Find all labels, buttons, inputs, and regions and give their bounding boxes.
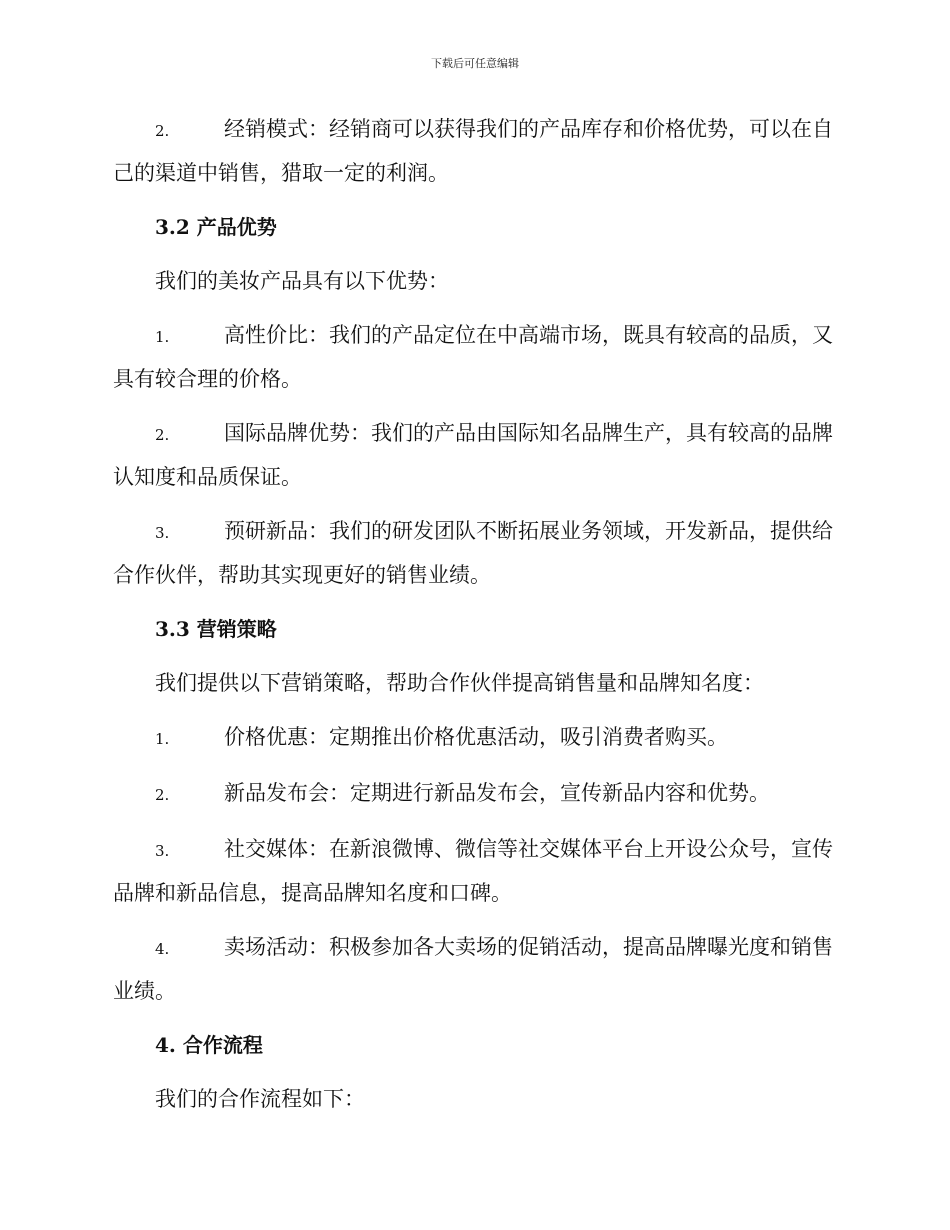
list-number: 2. <box>155 786 170 804</box>
list-text: 预研新品：我们的研发团队不断拓展业务领域，开发新品，提供给合作伙伴，帮助其实现更好的销售业绩。 <box>113 519 833 587</box>
list-item <box>113 772 833 816</box>
list-text: 价格优惠：定期推出价格优惠活动，吸引消费者购买。 <box>224 725 728 749</box>
list-number: 2. <box>155 426 170 444</box>
list-text: 卖场活动：积极参加各大卖场的促销活动，提高品牌曝光度和销售业绩。 <box>113 935 833 1003</box>
list-item <box>113 412 833 498</box>
section-heading: 3.2 产品优势 <box>155 215 277 239</box>
list-number: 2. <box>155 122 170 140</box>
list-number: 3. <box>155 524 170 542</box>
list-text: 经销模式：经销商可以获得我们的产品库存和价格优势，可以在自己的渠道中销售，猎取一定的利润。 <box>113 117 833 185</box>
header-note: 下载后可任意编辑 <box>431 57 519 70</box>
section-heading: 3.3 营销策略 <box>155 617 277 641</box>
list-text: 高性价比：我们的产品定位在中高端市场，既具有较高的品质，又具有较合理的价格。 <box>113 323 833 391</box>
list-item <box>113 828 833 914</box>
document-body <box>113 108 833 1132</box>
list-number: 1. <box>155 328 170 346</box>
list-text: 国际品牌优势：我们的产品由国际知名品牌生产，具有较高的品牌认知度和品质保证。 <box>113 421 833 489</box>
list-number: 3. <box>155 842 170 860</box>
list-text: 社交媒体：在新浪微博、微信等社交媒体平台上开设公众号，宣传品牌和新品信息，提高品牌知名度和口碑。 <box>113 837 833 905</box>
paragraph: 我们的美妆产品具有以下优势： <box>155 269 449 293</box>
section-heading: 4. 合作流程 <box>155 1033 263 1057</box>
list-item <box>113 926 833 1012</box>
list-item <box>113 716 833 760</box>
list-number: 4. <box>155 940 170 958</box>
list-number: 1. <box>155 730 170 748</box>
list-item <box>113 510 833 596</box>
list-item <box>113 108 833 194</box>
list-item <box>113 314 833 400</box>
list-text: 新品发布会：定期进行新品发布会，宣传新品内容和优势。 <box>224 781 770 805</box>
paragraph: 我们的合作流程如下： <box>155 1087 365 1111</box>
paragraph: 我们提供以下营销策略，帮助合作伙伴提高销售量和品牌知名度： <box>155 671 764 695</box>
